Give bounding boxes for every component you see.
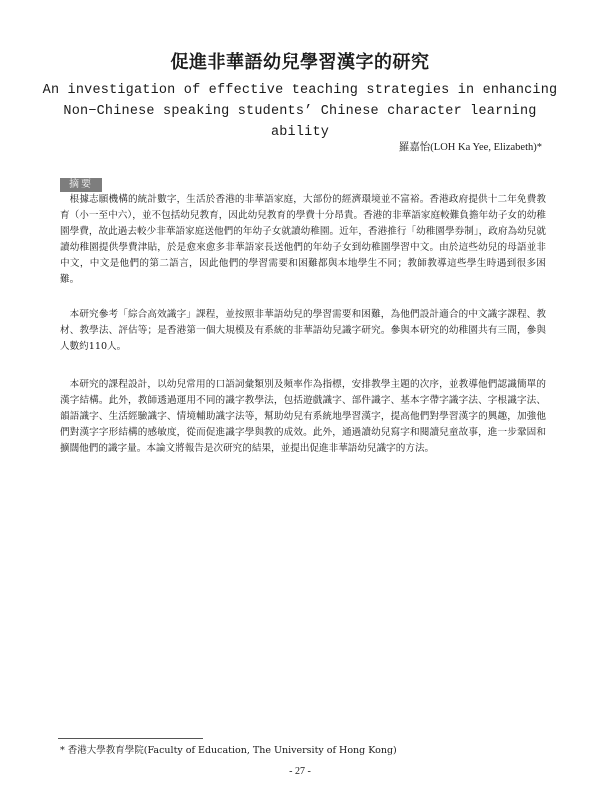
footnote: * 香港大學教育學院(Faculty of Education, The University of Hong Kong) xyxy=(60,745,397,756)
author-line: 羅嘉怡(LOH Ka Yee, Elizabeth)* xyxy=(398,142,542,153)
page-number: - 27 - xyxy=(289,766,311,777)
abstract-paragraph-1: 根據志願機構的統計數字，生活於香港的非華語家庭，大部份的經濟環境並不富裕。香港政府提供十二年免費教育（小一至中六），並不包括幼兒教育，因此幼兒教育的學費十分昂貴。香港的非華語家庭較難負擔年幼子女的幼稚園學費，故此過去較少非華語家庭送他們的年幼子女就讀幼稚園。近年，香港推行「幼稚園學券制」，政府為幼兒就讀幼稚園提供學費津貼，於是愈來愈多非華語家長送他們的年幼子女到幼稚園學習中文。由於這些幼兒的母語並非中文，中文是他們的第二語言，因此他們的學習需要和困難都與本地學生不同；教師教導這些學生時遇到很多困難。 xyxy=(60,194,546,285)
abstract-label: 摘要 xyxy=(60,178,102,192)
paper-title-english: An investigation of effective teaching strategies in enhancing Non−Chinese speaking students’ Chinese character learning ability xyxy=(42,83,558,140)
abstract-paragraph-2: 本研究參考「綜合高效識字」課程，並按照非華語幼兒的學習需要和困難，為他們設計適合的中文識字課程、教材、教學法、評估等；是香港第一個大規模及有系統的非華語幼兒識字研究。參與本研究的幼稚園共有三間，參與人數約110人。 xyxy=(60,309,546,352)
abstract-paragraph-3: 本研究的課程設計，以幼兒常用的口語詞彙類別及頻率作為指標，安排教學主題的次序，並教導他們認識簡單的漢字結構。此外，教師透過運用不同的識字教學法，包括遊戲識字、部件識字、基本字帶字識字法、字根識字法、韻語識字、生活經驗識字、情境輔助識字法等，幫助幼兒有系統地學習漢字，提高他們對學習漢字的興趣，加強他們對漢字字形結構的感敏度，從而促進識字學與教的成效。此外，通過讀幼兒寫字和閱讀兒童故事，進一步鞏固和擴闊他們的識字量。本論文將報告是次研究的結果，並提出促進非華語幼兒識字的方法。 xyxy=(60,379,546,454)
footnote-divider xyxy=(58,738,203,739)
paper-title-chinese: 促進非華語幼兒學習漢字的研究 xyxy=(170,52,430,73)
